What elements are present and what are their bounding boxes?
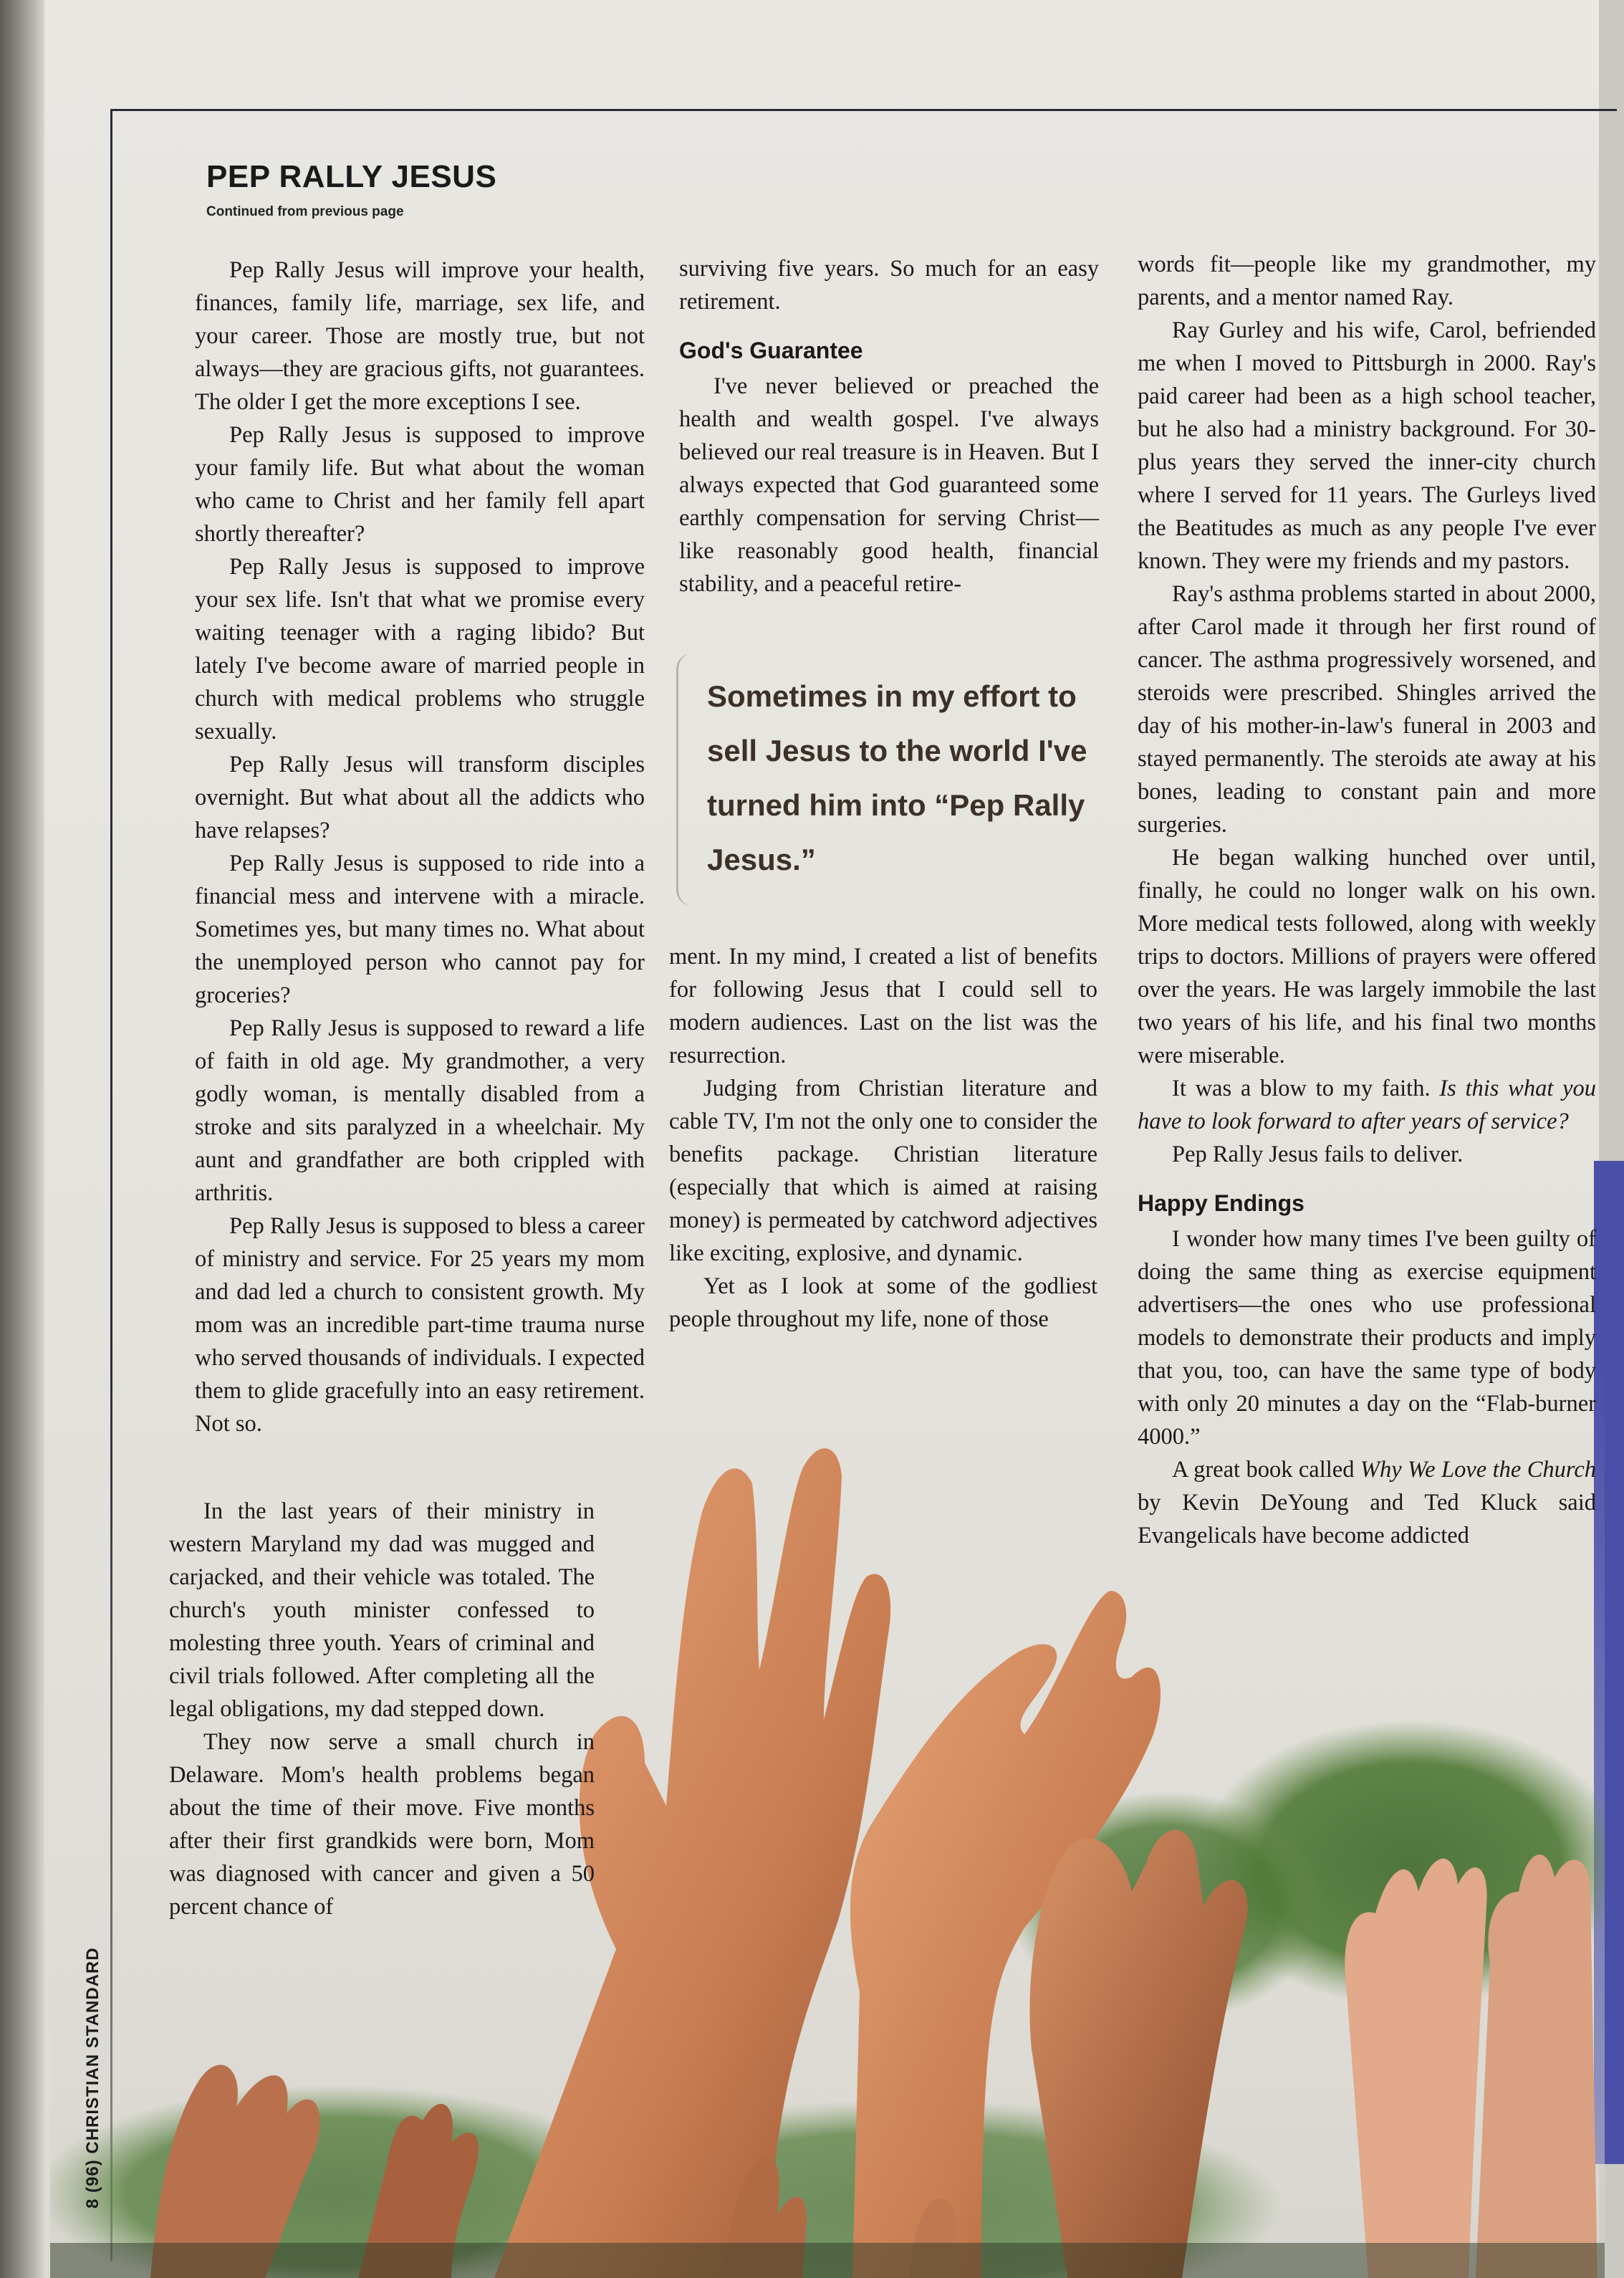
paragraph: I wonder how many times I've been guilty of doing the same thing as exercise equipment advertisers—the ones who use professional models to demonstrate their products and imply that you, too, can have the same type of body with only 20 minutes a day on the “Flab-burner 4000.” <box>1138 1226 1596 1450</box>
book-title: Why We Love the Church <box>1360 1457 1596 1483</box>
paragraph: surviving five years. So much for an easy retirement. <box>679 256 1099 315</box>
paragraph-book <box>1138 1453 1596 1552</box>
book-pre: A great book called <box>1172 1457 1360 1483</box>
paragraph: Pep Rally Jesus is supposed to ride into a financial mess and intervene with a miracle. Sometimes yes, but many times no. What about the unemployed person who cannot pay for groceries? <box>195 851 645 1008</box>
paragraph: Pep Rally Jesus fails to deliver. <box>1172 1142 1464 1167</box>
book-spine <box>0 0 44 2278</box>
paragraph: words fit—people like my grandmother, my parents, and a mentor named Ray. <box>1138 252 1596 310</box>
paragraph: He began walking hunched over until, finally, he could no longer walk on his own. More medical tests followed, along with weekly trips to doctors. Millions of prayers were offered over the years. He was largely immobile the last two years of his life, and his final two months were miserable. <box>1138 845 1596 1068</box>
section-heading-happy-endings: Happy Endings <box>1138 1190 1305 1216</box>
paragraph: Pep Rally Jesus will improve your health, finances, family life, marriage, sex life, and your career. Those are mostly true, but not always—they are gracious gifts, not guarantees. The older I get the more exceptions I see. <box>195 257 645 415</box>
column-1-lower <box>169 1495 595 1923</box>
pull-quote: Sometimes in my effort to sell Jesus to the world I've turned him into “Pep Rally Jesus.” <box>676 654 1094 906</box>
folio-page-number: 8 (96) CHRISTIAN STANDARD <box>83 1947 102 2208</box>
column-2-top <box>679 252 1099 600</box>
column-1 <box>195 254 645 1440</box>
paragraph: Pep Rally Jesus is supposed to reward a life of faith in old age. My grandmother, a very godly woman, is mentally disabled from a stroke and sits paralyzed in a wheelchair. My aunt and grandfather are both crippled with arthritis. <box>195 1015 645 1206</box>
section-heading-gods-guarantee: God's Guarantee <box>679 338 863 363</box>
book-post: by Kevin DeYoung and Ted Kluck said Evangelicals have become addicted <box>1138 1490 1596 1549</box>
faith-lead: It was a blow to my faith. <box>1172 1076 1440 1101</box>
paragraph: Judging from Christian literature and cable TV, I'm not the only one to consider the benefits package. Christian literature (especially that which is aimed at raising money) is permeated by catchword adjectives like exciting, explosive, and dynamic. <box>669 1076 1097 1266</box>
faith-question: Is this what you have to look forward to after years of service? <box>1138 1076 1596 1134</box>
continued-note: Continued from previous page <box>206 204 404 219</box>
paragraph: Pep Rally Jesus is supposed to improve your family life. But what about the woman who came to Christ and her family fell apart shortly thereafter? <box>195 422 645 547</box>
paragraph: ment. In my mind, I created a list of benefits for following Jesus that I could sell to modern audiences. Last on the list was the resurrection. <box>669 944 1097 1068</box>
paragraph: They now serve a small church in Delaware. Mom's health problems began about the time of their move. Five months after their first grandkids were born, Mom was diagnosed with cancer and given a 50 percent chance of <box>169 1729 595 1920</box>
paragraph-faith <box>1138 1072 1596 1138</box>
paragraph: Pep Rally Jesus will transform disciples overnight. But what about all the addicts who have relapses? <box>195 752 645 843</box>
paragraph: Ray Gurley and his wife, Carol, befriended me when I moved to Pittsburgh in 2000. Ray's paid career had been as a high school teacher, but he also had a ministry background. For 30-plus years they served the inner-city church where I served for 11 years. The Gurleys lived the Beatitudes as much as any people I've ever known. They were my friends and my pastors. <box>1138 317 1596 574</box>
paragraph: Yet as I look at some of the godliest people throughout my life, none of those <box>669 1273 1097 1332</box>
paragraph: Ray's asthma problems started in about 2000, after Carol made it through her first round of cancer. The asthma progressively worsened, and steroids were prescribed. Shingles arrived the day of his mother-in-law's funeral in 2003 and stayed permanently. The steroids ate away at his bones, leading to constant pain and more surgeries. <box>1138 581 1596 838</box>
paragraph: I've never believed or preached the health and wealth gospel. I've always believed our real treasure is in Heaven. But I always expected that God guaranteed some earthly compensation for serving Christ—like reasonably good health, financial stability, and a peaceful retire- <box>679 373 1099 597</box>
article-title: PEP RALLY JESUS <box>206 159 497 194</box>
paragraph: Pep Rally Jesus is supposed to bless a career of ministry and service. For 25 years my mom and dad led a church to consistent growth. My mom was an incredible part-time trauma nurse who served thousands of individuals. I expected them to glide gracefully into an easy retirement. Not so. <box>195 1213 645 1437</box>
paragraph: In the last years of their ministry in western Maryland my dad was mugged and carjacked, and their vehicle was totaled. The church's youth minister confessed to molesting three youth. Years of criminal and civil trials followed. After completing all the legal obligations, my dad stepped down. <box>169 1498 595 1722</box>
column-2-bottom <box>669 940 1097 1336</box>
column-3 <box>1138 248 1596 1552</box>
paragraph: Pep Rally Jesus is supposed to improve your sex life. Isn't that what we promise every waiting teenager with a raging libido? But lately I've become aware of married people in church with medical problems who struggle sexually. <box>195 554 645 745</box>
